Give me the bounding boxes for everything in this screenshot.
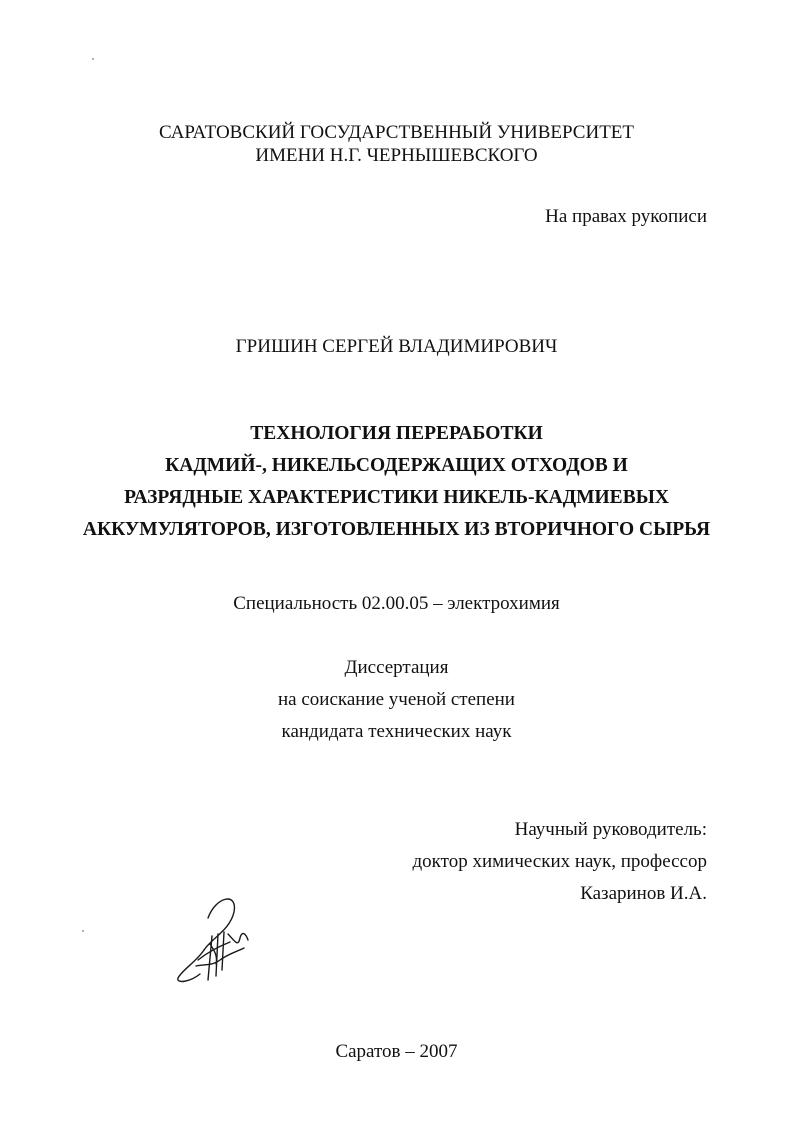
degree-line1: Диссертация — [344, 657, 449, 678]
thesis-title-line1: ТЕХНОЛОГИЯ ПЕРЕРАБОТКИ — [250, 423, 543, 444]
university-name-line2: ИМЕНИ Н.Г. ЧЕРНЫШЕВСКОГО — [255, 145, 538, 166]
author-name: ГРИШИН СЕРГЕЙ ВЛАДИМИРОВИЧ — [235, 336, 558, 357]
supervisor-label: Научный руководитель: — [514, 819, 707, 840]
supervisor-name: Казаринов И.А. — [580, 883, 707, 904]
degree-line3: кандидата технических наук — [281, 721, 512, 742]
handwritten-signature — [168, 890, 258, 990]
thesis-title-line3: РАЗРЯДНЫЕ ХАРАКТЕРИСТИКИ НИКЕЛЬ-КАДМИЕВЫХ — [124, 487, 669, 508]
manuscript-rights-note: На правах рукописи — [545, 206, 707, 227]
city-year: Саратов – 2007 — [335, 1041, 458, 1062]
scan-speck — [82, 930, 84, 932]
supervisor-rank: доктор химических наук, профессор — [412, 851, 707, 872]
specialty-line: Специальность 02.00.05 – электрохимия — [233, 593, 560, 614]
scan-speck — [92, 58, 94, 60]
thesis-title-line4: АККУМУЛЯТОРОВ, ИЗГОТОВЛЕННЫХ ИЗ ВТОРИЧНОГО СЫРЬЯ — [82, 519, 711, 540]
university-name-line1: САРАТОВСКИЙ ГОСУДАРСТВЕННЫЙ УНИВЕРСИТЕТ — [158, 122, 635, 143]
degree-line2: на соискание ученой степени — [278, 689, 515, 710]
thesis-title-line2: КАДМИЙ-, НИКЕЛЬСОДЕРЖАЩИХ ОТХОДОВ И — [165, 455, 628, 476]
